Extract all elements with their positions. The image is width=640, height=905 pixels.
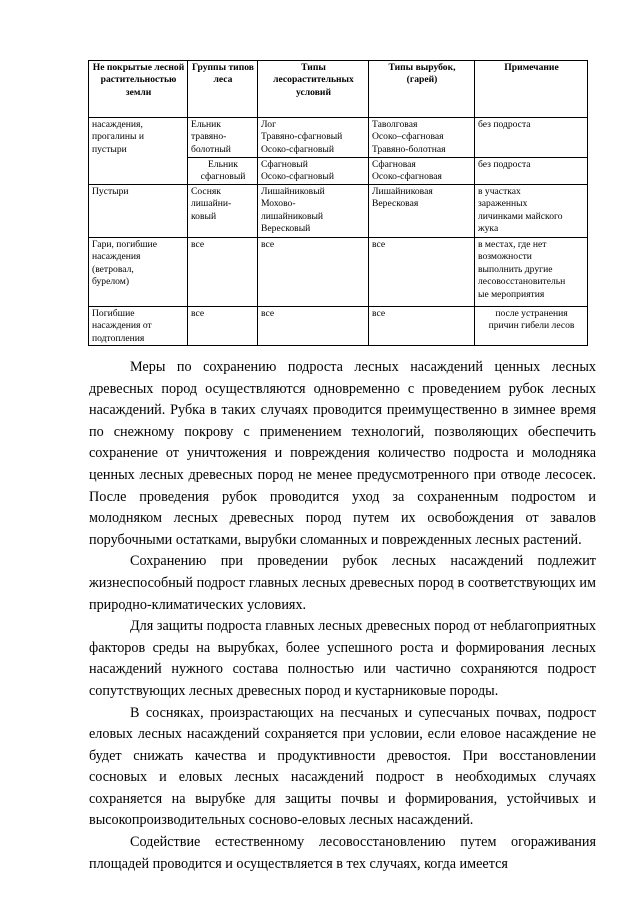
cell-group: все [188, 307, 258, 346]
table-row [89, 307, 588, 346]
paragraph: Содействие естественному лесовосстановлению путем огораживания площадей проводится и осуществляется в тех случаях, когда имеется [89, 834, 596, 872]
cell-land: Гари, погибшие насаждения (ветровал, бурелом) [89, 238, 188, 307]
header-note: Примечание [475, 61, 588, 118]
cell-cutting: Сфагновая Осоко-сфагновая [369, 158, 475, 185]
cell-cutting: Таволговая Осоко–сфагновая Травяно-болотная [369, 118, 475, 158]
table-header-row [89, 61, 588, 118]
forest-regeneration-table [88, 60, 588, 346]
table-row [89, 185, 588, 238]
cell-conditions: Сфагновый Осоко-сфагновый [258, 158, 369, 185]
cell-note: после устранения причин гибели лесов [475, 307, 588, 346]
header-cutting-types: Типы вырубок, (гарей) [369, 61, 475, 118]
cell-cutting: Лишайниковая Вересковая [369, 185, 475, 238]
paragraph: В сосняках, произрастающих на песчаных и супесчаных почвах, подрост еловых лесных насаждений сохраняется при условии, если еловое насаждение не будет снижать качества и продуктивности древостоя. При восстановлении сосновых и еловых лесных насаждений подрост в необходимых случаях сохраняется на вырубке для защиты почвы и формирования, устойчивых и высокопроизводительных сосново-еловых лесных насаждений. [89, 704, 596, 829]
cell-conditions: все [258, 307, 369, 346]
header-land: Не покрытые лесной растительностью земли [89, 61, 188, 118]
body-text [89, 357, 596, 875]
paragraph: Меры по сохранению подроста лесных насаждений ценных лесных древесных пород осуществляются одновременно с проведением рубок лесных насаждений. Рубка в таких случаях проводится преимущественно в зимнее время по снежному покрову с применением технологий, позволяющих обеспечить сохранение от уничтожения и повреждения количество подроста и молодняка ценных лесных древесных пород не менее предусмотренного при отводе лесосек. После проведения рубок проводится уход за сохраненным подростом и молодняком лесных древесных пород путем их освобождения от завалов порубочными остатками, вырубки сломанных и поврежденных лесных растений. [89, 359, 596, 548]
cell-land: Погибшие насаждения от подтопления [89, 307, 188, 346]
cell-group: Ельник травяно- болотный [188, 118, 258, 158]
header-growing-conditions: Типы лесорастительных условий [258, 61, 369, 118]
cell-note: в участках зараженных личинками майского жука [475, 185, 588, 238]
cell-conditions: Лог Травяно-сфагновый Осоко-сфагновый [258, 118, 369, 158]
table-row [89, 118, 588, 158]
cell-group: Ельник сфагновый [188, 158, 258, 185]
cell-note: в местах, где нет возможности выполнить другие лесовосстановительн ые мероприятия [475, 238, 588, 307]
cell-cutting: все [369, 238, 475, 307]
cell-land: насаждения, прогалины и пустыри [89, 118, 188, 185]
paragraph: Для защиты подроста главных лесных древесных пород от неблагоприятных факторов среды на вырубках, более успешного роста и формирования лесных насаждений нужного состава полностью или частично сохраняются подрост сопутствующих лесных древесных пород и кустарниковые породы. [89, 618, 596, 699]
cell-cutting: все [369, 307, 475, 346]
cell-group: Сосняк лишайни- ковый [188, 185, 258, 238]
cell-note: без подроста [475, 118, 588, 158]
cell-group: все [188, 238, 258, 307]
cell-note: без подроста [475, 158, 588, 185]
cell-conditions: все [258, 238, 369, 307]
cell-conditions: Лишайниковый Мохово- лишайниковый Вересковый [258, 185, 369, 238]
header-forest-group: Группы типов леса [188, 61, 258, 118]
paragraph: Сохранению при проведении рубок лесных насаждений подлежит жизнеспособный подрост главных лесных древесных пород в соответствующих им природно-климатических условиях. [89, 553, 596, 613]
table-row [89, 238, 588, 307]
cell-land: Пустыри [89, 185, 188, 238]
